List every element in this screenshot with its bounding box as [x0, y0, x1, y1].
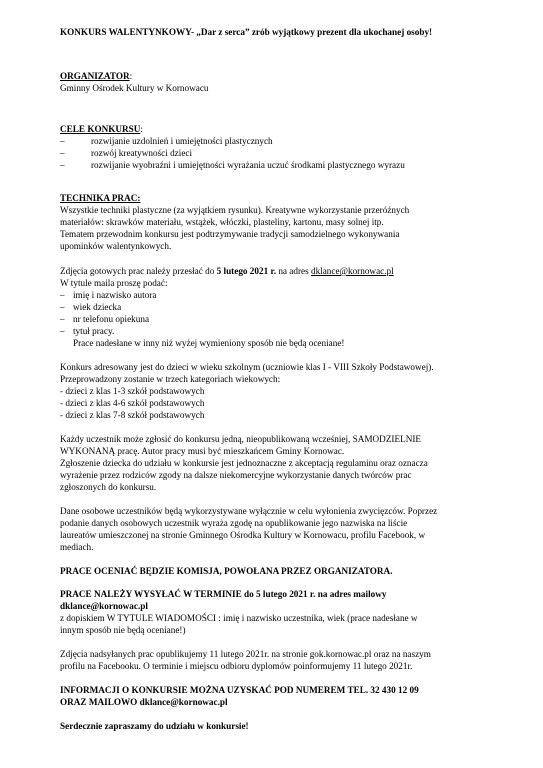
goal-bullet: –	[60, 136, 65, 146]
results-line: profilu na Facebooku. O terminie i miejscu odbioru dyplomów poinformujemy 11 lutego 2021r.	[60, 661, 413, 671]
mail-item-bullet: –	[60, 302, 65, 312]
category-item: - dzieci z klas 4-6 szkół podstawowych	[60, 398, 205, 408]
deadline-line: z dopiskiem W TYTULE WIADOMOŚCI : imię i nazwisko uczestnika, wiek (prace nadesłane w	[60, 613, 418, 623]
privacy-line: Dane osobowe uczestników będą wykorzystywane wyłącznie w celu wyłonienia zwycięzców. Poprzez	[60, 506, 438, 516]
closing-invitation: Serdecznie zapraszamy do udziału w konkursie!	[60, 721, 249, 731]
mail-title-instruction: W tytule maila proszę podać:	[60, 278, 168, 288]
results-line: Zdjęcia nadsyłanych prac opublikujemy 11 lutego 2021r. na stronie gok.kornowac.pl oraz na naszym	[60, 649, 431, 659]
organizer-heading: ORGANIZATOR:	[60, 71, 133, 81]
category-item: - dzieci z klas 1-3 szkół podstawowych	[60, 386, 205, 396]
goal-item: rozwijanie uzdolnień i umiejętności plastycznych	[91, 136, 273, 146]
audience-line: Konkurs adresowany jest do dzieci w wieku szkolnym (uczniowie klas I - VIII Szkoły Podstawowej).	[60, 362, 434, 372]
mail-item-bullet: –	[60, 326, 65, 336]
goal-item: rozwijanie wyobraźni i umiejętności wyrażania uczuć środkami plastycznego wyrazu	[91, 160, 405, 170]
rules-line: WYKONANĄ pracę. Autor pracy musi być mieszkańcem Gminy Kornowac.	[60, 446, 345, 456]
submission-note: Prace nadesłane w inny niż wyżej wymieniony sposób nie będą oceniane!	[73, 338, 345, 348]
deadline-email[interactable]: dklance@kornowac.pl	[60, 601, 148, 611]
submission-email-link[interactable]: dklance@kornowac.pl	[310, 266, 394, 276]
technique-line: Wszystkie techniki plastyczne (za wyjątkiem rysunku). Kreatywne wykorzystanie przeróżnych	[60, 205, 410, 215]
rules-line: Zgłoszenie dziecka do udziału w konkursie jest jednoznaczne z akceptacją regulaminu oraz oznacza	[60, 458, 428, 468]
mail-item: tytuł pracy.	[73, 326, 115, 336]
contact-line: ORAZ MAILOWO dklance@kornowac.pl	[60, 697, 228, 707]
rules-line: Każdy uczestnik może zgłosić do konkursu jedną, nieopublikowaną wcześniej, SAMODZIELNIE	[60, 434, 422, 444]
goals-heading: CELE KONKURSU:	[60, 124, 143, 134]
submission-line: Zdjęcia gotowych prac należy przesłać do 5 lutego 2021 r. na adres dklance@kornowac.pl	[60, 266, 394, 276]
rules-line: zgłoszonych do konkursu.	[60, 482, 157, 492]
goal-item: rozwój kreatywności dzieci	[91, 148, 193, 158]
privacy-line: podanie danych osobowych uczestnik wyraża zgodę na opublikowanie jego nazwiska na liście	[60, 518, 408, 528]
deadline-line: PRACE NALEŻY WYSYŁAĆ W TERMINIE do 5 lutego 2021 r. na adres mailowy	[60, 589, 387, 599]
category-item: - dzieci z klas 7-8 szkół podstawowych	[60, 410, 205, 420]
privacy-line: laureatów umieszczonej na stronie Gminnego Ośrodka Kultury w Kornowacu, profilu Facebook, w	[60, 530, 426, 540]
technique-heading: TECHNIKA PRAC:	[60, 193, 141, 203]
organizer-name: Gminny Ośrodek Kultury w Kornowacu	[60, 83, 209, 93]
goal-bullet: –	[60, 148, 65, 158]
rules-line: wyrażenie przez rodziców zgody na dalsze niekomercyjne wykorzystanie danych twórców prac	[60, 470, 412, 480]
technique-line: Tematem przewodnim konkursu jest podtrzymywanie tradycji samodzielnego wykonywania	[60, 229, 400, 239]
mail-item: nr telefonu opiekuna	[73, 314, 150, 324]
mail-item: imię i nazwisko autora	[73, 290, 157, 300]
mail-item: wiek dziecka	[73, 302, 122, 312]
audience-line: Przeprowadzony zostanie w trzech kategoriach wiekowych:	[60, 374, 281, 384]
deadline-line: innym sposób nie będą oceniane!)	[60, 625, 186, 635]
privacy-line: mediach.	[60, 542, 94, 552]
jury-statement: PRACE OCENIAĆ BĘDZIE KOMISJA, POWOŁANA PRZEZ ORGANIZATORA.	[60, 566, 393, 576]
technique-line: upominków walentynkowych.	[60, 241, 172, 251]
contact-line: INFORMACJI O KONKURSIE MOŻNA UZYSKAĆ POD NUMEREM TEL. 32 430 12 09	[60, 685, 419, 695]
document-title: KONKURS WALENTYNKOWY- „Dar z serca” zrób wyjątkowy prezent dla ukochanej osoby!	[60, 27, 433, 37]
mail-item-bullet: –	[60, 290, 65, 300]
goal-bullet: –	[60, 160, 65, 170]
technique-line: materiałów: skrawków materiału, wstążek, włóczki, plasteliny, kartonu, masy solnej itp.	[60, 217, 384, 227]
mail-item-bullet: –	[60, 314, 65, 324]
submission-date: 5 lutego 2021 r.	[216, 266, 277, 276]
